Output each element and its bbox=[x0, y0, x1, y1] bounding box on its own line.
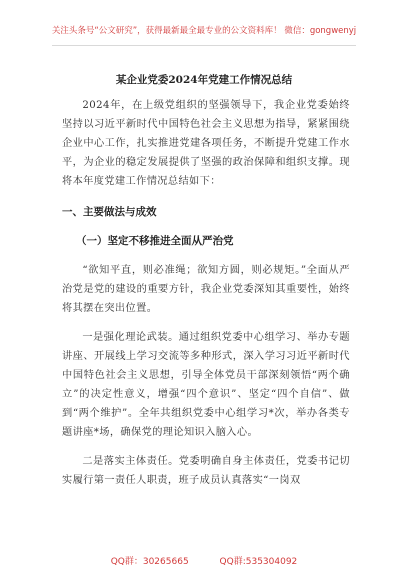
section-heading: 一、主要做法与成效 bbox=[62, 206, 157, 218]
page-header bbox=[0, 0, 408, 60]
body-paragraph: 一是强化理论武装。通过组织党委中心组学习、举办专题讲座、开展线上学习交流等多种形式，深入学习习近平新时代中国特色社会主义思想，引导全体党员干部深刻领悟“两个确立”的决定性意义，增强“四个意识”、坚定“四个自信”、做到“两个维护”。全年共组织党委中心组学习*次，举办各类专题讲座*场，确保党的理论知识入脑入心。 bbox=[62, 332, 350, 438]
document-body bbox=[62, 96, 350, 490]
header-notice: 关注头条号“公文研究”，获得最新最全最专业的公文资料库！ 微信：gongwenyj bbox=[51, 26, 357, 36]
footer-qq-group-1: QQ群：30265665 bbox=[110, 557, 189, 567]
document-title: 某企业党委2024年党建工作情况总结 bbox=[115, 74, 293, 86]
intro-paragraph: 2024年，在上级党组织的坚强领导下，我企业党委始终坚持以习近平新时代中国特色社会主义思想为指导，紧紧围绕企业中心工作，扎实推进党建各项任务，不断提升党建工作水平，为企业的稳定发展提供了坚强的政治保障和组织支撑。现将本年度党建工作情况总结如下： bbox=[62, 100, 350, 187]
page-footer bbox=[0, 554, 408, 570]
body-paragraph: 二是落实主体责任。党委明确自身主体责任，党委书记切实履行第一责任人职责，班子成员认真落实“一岗双 bbox=[62, 456, 350, 486]
footer-qq-group-2: QQ群:535304092 bbox=[219, 557, 298, 567]
body-paragraph: “欲知平直，则必准绳；欲知方圆，则必规矩。”全面从严治党是党的建设的重要方针，我企业党委深知其重要性，始终将其摆在突出位置。 bbox=[62, 265, 350, 314]
header-divider bbox=[52, 45, 356, 46]
subsection-heading: （一）坚定不移推进全面从严治党 bbox=[76, 235, 234, 247]
